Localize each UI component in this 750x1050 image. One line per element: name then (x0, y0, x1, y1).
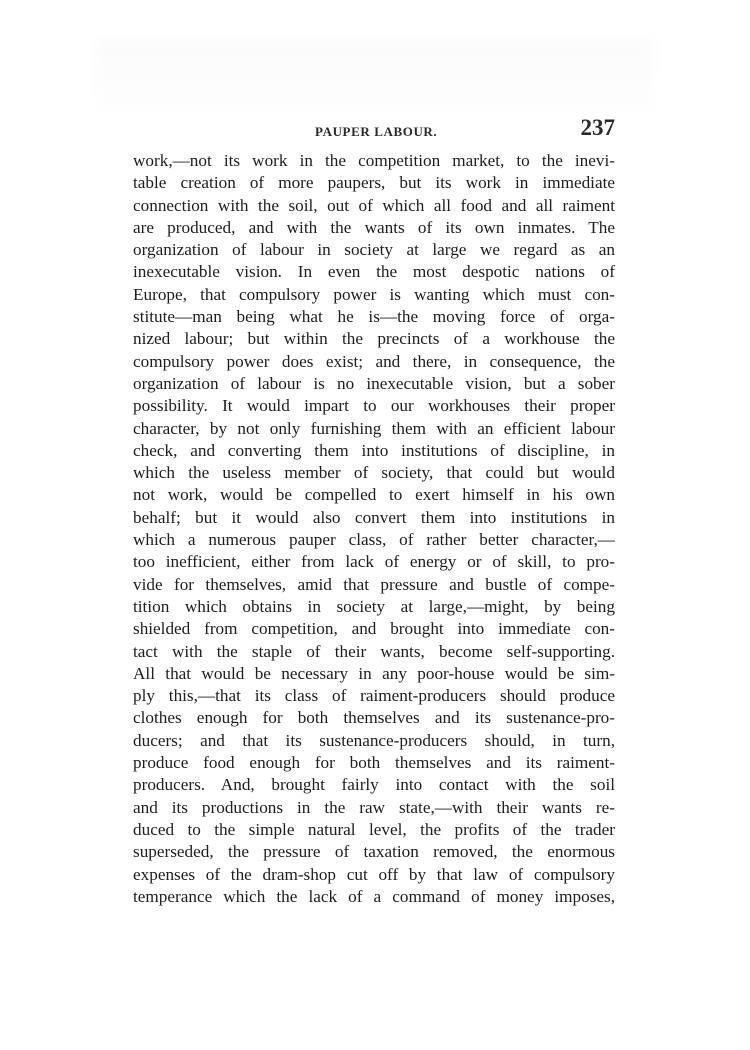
text-line: which a numerous pauper class, of rather better character,— (133, 530, 615, 550)
running-head: PAUPER LABOUR. (315, 124, 438, 139)
text-line: produce food enough for both themselves and its raiment- (133, 753, 615, 773)
text-line: superseded, the pressure of taxation removed, the enormous (133, 842, 615, 862)
text-line: nized labour; but within the precincts of a workhouse the (133, 329, 615, 349)
page-smudge (95, 40, 655, 110)
text-line: clothes enough for both themselves and its sustenance-pro- (133, 708, 615, 728)
text-line: ply this,—that its class of raiment-producers should produce (133, 686, 615, 706)
text-line: work,—not its work in the competition market, to the inevi- (133, 151, 615, 170)
text-line: table creation of more paupers, but its work in immediate (133, 173, 615, 193)
text-line: inexecutable vision. In even the most despotic nations of (133, 262, 615, 282)
text-line: temperance which the lack of a command of money imposes, (133, 886, 615, 906)
page-number: 237 (580, 115, 615, 140)
text-line: stitute—man being what he is—the moving force of orga- (133, 307, 615, 327)
text-line: Europe, that compulsory power is wanting which must con- (133, 284, 615, 304)
body-text (133, 150, 615, 908)
text-line: too inefficient, either from lack of energy or of skill, to pro- (133, 552, 615, 572)
text-line: possibility. It would impart to our workhouses their proper (133, 396, 615, 416)
text-line: organization of labour in society at large we regard as an (133, 240, 615, 260)
text-line: shielded from competition, and brought into immediate con- (133, 619, 615, 639)
text-line: expenses of the dram-shop cut off by that law of compulsory (133, 864, 615, 884)
text-line: are produced, and with the wants of its own inmates. The (133, 217, 615, 237)
text-line: tition which obtains in society at large,—might, by being (133, 596, 615, 616)
text-line: producers. And, brought fairly into contact with the soil (133, 775, 615, 795)
text-line: and its productions in the raw state,—with their wants re- (133, 797, 615, 817)
text-line: not work, would be compelled to exert himself in his own (133, 485, 615, 505)
text-line: All that would be necessary in any poor-house would be sim- (133, 663, 615, 683)
text-line: ducers; and that its sustenance-producers should, in turn, (133, 730, 615, 750)
text-line: behalf; but it would also convert them into institutions in (133, 507, 615, 527)
text-line: character, by not only furnishing them with an efficient labour (133, 418, 615, 438)
page-header (133, 115, 615, 145)
text-line: compulsory power does exist; and there, in consequence, the (133, 351, 615, 371)
text-line: check, and converting them into institutions of discipline, in (133, 440, 615, 460)
text-line: vide for themselves, amid that pressure and bustle of compe- (133, 574, 615, 594)
text-line: tact with the staple of their wants, become self-supporting. (133, 641, 615, 661)
text-line: connection with the soil, out of which all food and all raiment (133, 195, 615, 215)
text-line: organization of labour is no inexecutable vision, but a sober (133, 373, 615, 393)
text-line: duced to the simple natural level, the profits of the trader (133, 819, 615, 839)
text-line: which the useless member of society, that could but would (133, 463, 615, 483)
